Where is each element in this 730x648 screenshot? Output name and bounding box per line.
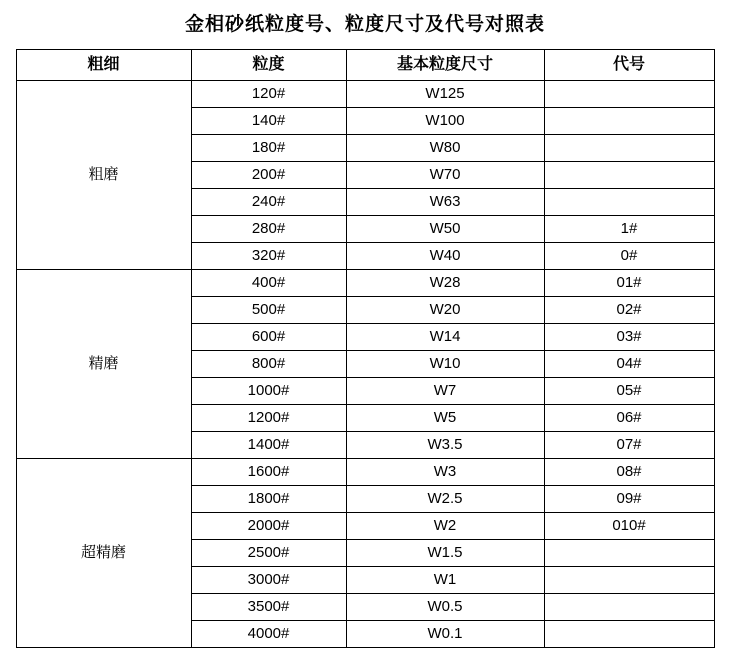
code-cell: 01# xyxy=(544,269,714,296)
table-header-row xyxy=(16,49,714,80)
code-cell xyxy=(544,620,714,647)
code-cell xyxy=(544,80,714,107)
code-cell xyxy=(544,134,714,161)
grit-cell: 240# xyxy=(191,188,346,215)
grit-cell: 320# xyxy=(191,242,346,269)
grit-cell: 500# xyxy=(191,296,346,323)
particle-size-cell: W40 xyxy=(346,242,544,269)
particle-size-cell: W3 xyxy=(346,458,544,485)
grit-cell: 800# xyxy=(191,350,346,377)
code-cell xyxy=(544,188,714,215)
code-cell: 07# xyxy=(544,431,714,458)
page-title: 金相砂纸粒度号、粒度尺寸及代号对照表 xyxy=(184,14,545,35)
code-cell: 1# xyxy=(544,215,714,242)
particle-size-cell: W10 xyxy=(346,350,544,377)
particle-size-cell: W3.5 xyxy=(346,431,544,458)
code-cell: 0# xyxy=(544,242,714,269)
code-cell xyxy=(544,566,714,593)
grit-cell: 400# xyxy=(191,269,346,296)
code-cell: 010# xyxy=(544,512,714,539)
grit-cell: 280# xyxy=(191,215,346,242)
grit-cell: 1200# xyxy=(191,404,346,431)
code-cell xyxy=(544,107,714,134)
code-cell: 02# xyxy=(544,296,714,323)
particle-size-cell: W28 xyxy=(346,269,544,296)
particle-size-cell: W5 xyxy=(346,404,544,431)
grit-cell: 1600# xyxy=(191,458,346,485)
grit-cell: 200# xyxy=(191,161,346,188)
particle-size-cell: W1 xyxy=(346,566,544,593)
table-body xyxy=(16,80,714,647)
code-cell: 03# xyxy=(544,323,714,350)
grit-cell: 180# xyxy=(191,134,346,161)
particle-size-cell: W7 xyxy=(346,377,544,404)
table-row xyxy=(16,269,714,296)
group-label-cell: 超精磨 xyxy=(16,458,191,647)
grit-comparison-table xyxy=(16,49,715,648)
group-label-cell: 精磨 xyxy=(16,269,191,458)
particle-size-cell: W50 xyxy=(346,215,544,242)
grit-cell: 120# xyxy=(191,80,346,107)
column-header-coarseness: 粗细 xyxy=(16,49,191,80)
particle-size-cell: W14 xyxy=(346,323,544,350)
code-cell xyxy=(544,161,714,188)
grit-cell: 4000# xyxy=(191,620,346,647)
code-cell xyxy=(544,539,714,566)
grit-cell: 3500# xyxy=(191,593,346,620)
particle-size-cell: W0.1 xyxy=(346,620,544,647)
particle-size-cell: W2.5 xyxy=(346,485,544,512)
code-cell: 06# xyxy=(544,404,714,431)
code-cell: 04# xyxy=(544,350,714,377)
particle-size-cell: W63 xyxy=(346,188,544,215)
particle-size-cell: W100 xyxy=(346,107,544,134)
grit-cell: 3000# xyxy=(191,566,346,593)
table-row xyxy=(16,80,714,107)
grit-cell: 1800# xyxy=(191,485,346,512)
column-header-grit: 粒度 xyxy=(191,49,346,80)
table-row xyxy=(16,458,714,485)
grit-cell: 140# xyxy=(191,107,346,134)
particle-size-cell: W125 xyxy=(346,80,544,107)
particle-size-cell: W80 xyxy=(346,134,544,161)
column-header-code: 代号 xyxy=(544,49,714,80)
grit-cell: 2500# xyxy=(191,539,346,566)
code-cell xyxy=(544,593,714,620)
particle-size-cell: W0.5 xyxy=(346,593,544,620)
particle-size-cell: W2 xyxy=(346,512,544,539)
grit-cell: 2000# xyxy=(191,512,346,539)
code-cell: 05# xyxy=(544,377,714,404)
code-cell: 08# xyxy=(544,458,714,485)
grit-cell: 1400# xyxy=(191,431,346,458)
particle-size-cell: W1.5 xyxy=(346,539,544,566)
grit-cell: 1000# xyxy=(191,377,346,404)
code-cell: 09# xyxy=(544,485,714,512)
group-label-cell: 粗磨 xyxy=(16,80,191,269)
column-header-particle-size: 基本粒度尺寸 xyxy=(346,49,544,80)
grit-cell: 600# xyxy=(191,323,346,350)
particle-size-cell: W20 xyxy=(346,296,544,323)
particle-size-cell: W70 xyxy=(346,161,544,188)
table-header xyxy=(16,49,714,80)
